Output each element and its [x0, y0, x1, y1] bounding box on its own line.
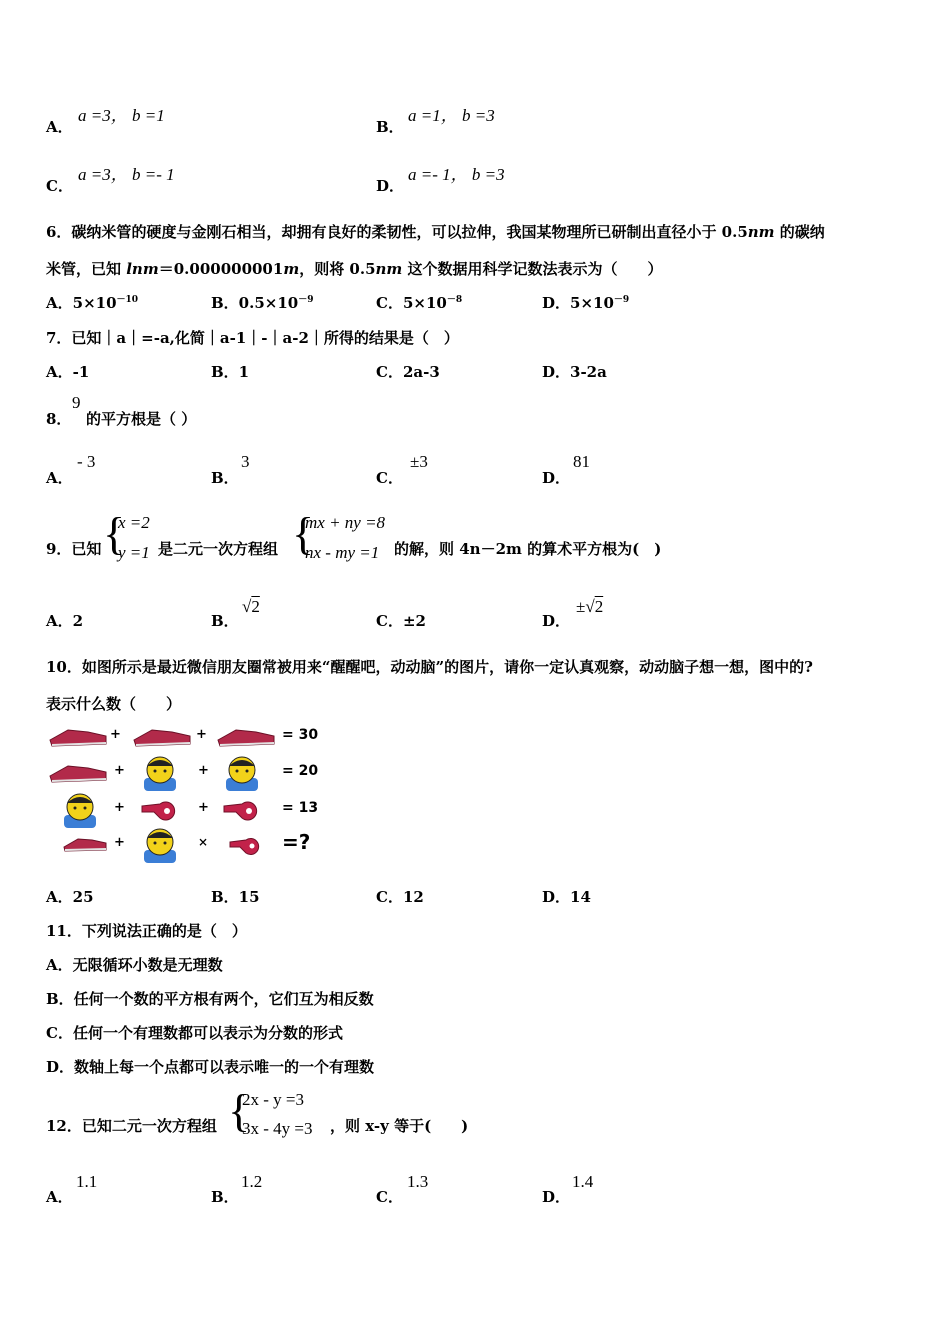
shoe-icon: [216, 726, 276, 750]
q8-option-c-label: C．: [376, 469, 403, 487]
q11-option-c: C．任何一个有理数都可以表示为分数的形式: [46, 1024, 343, 1042]
sqrt-icon: √: [585, 597, 595, 616]
whistle-icon: [222, 798, 262, 822]
plus-sign: +: [114, 835, 125, 850]
q8-option-b-value: 3: [241, 452, 250, 471]
q7-option-a: A．-1: [46, 363, 90, 381]
q10-stem-line2: 表示什么数（ ）: [46, 695, 182, 713]
plus-sign: +: [110, 727, 121, 742]
q12-pre: 12．已知二元一次方程组: [46, 1117, 217, 1135]
q6-option-d: D．$5\times 10^{-9}$: [542, 294, 630, 312]
q6-stem-line1: 6．碳纳米管的硬度与金刚石相当，却拥有良好的柔韧性，可以拉伸，我国某物理所已研制出直径小于 0.5nm 的碳纳: [46, 223, 825, 241]
q9-brace-left-1: {: [103, 508, 126, 559]
q5-option-a-label: A．: [46, 118, 73, 136]
q7-stem: 7．已知｜a｜=-a,化简｜a-1｜-｜a-2｜所得的结果是（ ）: [46, 329, 459, 347]
q10-stem-line1: 10．如图所示是最近微信朋友圈常被用来“醒醒吧，动动脑”的图片，请你一定认真观察，动动脑子想一想，图中的?: [46, 658, 813, 676]
equation-result-3: = 13: [282, 800, 319, 816]
whistle-icon: [140, 798, 180, 822]
plus-sign: +: [196, 727, 207, 742]
q6-option-b: B．$0.5\times 10^{-9}$: [211, 294, 314, 312]
q12-option-d-label: D．: [542, 1188, 571, 1206]
q9-system1-line1: x =2: [118, 513, 150, 532]
q9-system2-line2: nx - my =1: [305, 543, 380, 562]
q5-option-d-value: a =- 1， b =3: [408, 165, 505, 184]
q11-stem: 11．下列说法正确的是（ ）: [46, 922, 247, 940]
equation-result-4: =?: [282, 830, 311, 854]
q9-option-d-label: D．: [542, 612, 571, 630]
q11-option-b: B．任何一个数的平方根有两个，它们互为相反数: [46, 990, 374, 1008]
q6-stem-line2: 米管，已知 lnm＝0.000000001m，则将 0.5nm 这个数据用科学记数法表示为（ ）: [46, 260, 663, 278]
q9-system1-line2: y =1: [118, 543, 150, 562]
q5-option-a-value: a =3， b =1: [78, 106, 165, 125]
equation-result-2: = 20: [282, 763, 319, 779]
q9-option-d-value: ±√2: [576, 597, 604, 616]
whistle-icon: [228, 834, 264, 856]
shoe-icon: [48, 726, 108, 750]
q12-system-line2: 3x - 4y =3: [242, 1119, 313, 1138]
q8-number: 8．: [46, 410, 72, 428]
q8-option-a-label: A．: [46, 469, 73, 487]
q12-system-line1: 2x - y =3: [242, 1090, 304, 1109]
q8-option-c-value: ±3: [410, 452, 428, 471]
q10-option-c: C．12: [376, 888, 424, 906]
q9-mid: 是二元一次方程组: [158, 540, 279, 558]
q12-option-d-value: 1.4: [572, 1172, 594, 1191]
q6-option-c: C．$5\times 10^{-8}$: [376, 294, 463, 312]
q5-option-b-value: a =1， b =3: [408, 106, 495, 125]
q9-option-c: C．±2: [376, 612, 426, 630]
q5-option-b-label: B．: [376, 118, 404, 136]
q10-option-b: B．15: [211, 888, 260, 906]
q5-option-d-label: D．: [376, 177, 405, 195]
q9-option-a: A．2: [46, 612, 84, 630]
q12-option-c-value: 1.3: [407, 1172, 429, 1191]
q9-system2-line1: mx + ny =8: [305, 513, 386, 532]
q8-option-d-value: 81: [573, 452, 590, 471]
q8-stem: 的平方根是（ ）: [86, 410, 197, 428]
q12-option-a-label: A．: [46, 1188, 73, 1206]
q9-option-b-value: √2: [242, 597, 260, 616]
q8-option-d-label: D．: [542, 469, 571, 487]
q12-option-b-value: 1.2: [241, 1172, 263, 1191]
boy-icon: [136, 754, 184, 792]
q12-option-c-label: C．: [376, 1188, 403, 1206]
plus-sign: +: [198, 763, 209, 778]
shoe-icon: [62, 835, 108, 855]
q12-option-a-value: 1.1: [76, 1172, 98, 1191]
boy-icon: [56, 791, 104, 829]
equation-result-1: = 30: [282, 727, 319, 743]
q9-pre: 9．已知: [46, 540, 102, 558]
q7-option-b: B．1: [211, 363, 250, 381]
q10-option-d: D．14: [542, 888, 591, 906]
q5-option-c-value: a =3， b =- 1: [78, 165, 175, 184]
q5-option-c-label: C．: [46, 177, 73, 195]
q10-option-a: A．25: [46, 888, 94, 906]
q8-option-a-value: - 3: [77, 452, 96, 471]
sqrt-icon: √: [242, 597, 252, 616]
plus-sign: +: [198, 800, 209, 815]
q6-option-a: A．$5\times 10^{-10}$: [46, 294, 139, 312]
q9-brace-left-2: {: [292, 508, 315, 559]
q11-option-d: D．数轴上每一个点都可以表示唯一的一个有理数: [46, 1058, 375, 1076]
q9-post: 的解，则 4n－2m 的算术平方根为( ): [394, 540, 662, 558]
q9-option-b-label: B．: [211, 612, 239, 630]
boy-icon: [218, 754, 266, 792]
plus-sign: +: [114, 800, 125, 815]
q8-nine: 9: [72, 393, 81, 412]
q7-option-c: C．2a-3: [376, 363, 440, 381]
q12-brace-left: {: [228, 1085, 251, 1136]
q12-post: ，则 x-y 等于( ): [330, 1117, 469, 1135]
multiply-sign: ×: [198, 835, 209, 849]
shoe-icon: [132, 726, 192, 750]
q11-option-a: A．无限循环小数是无理数: [46, 956, 223, 974]
q12-option-b-label: B．: [211, 1188, 239, 1206]
shoe-icon: [48, 762, 108, 786]
boy-icon: [136, 826, 184, 864]
plus-sign: +: [114, 763, 125, 778]
q10-puzzle-figure: [46, 720, 336, 865]
q7-option-d: D．3-2a: [542, 363, 607, 381]
q8-option-b-label: B．: [211, 469, 239, 487]
